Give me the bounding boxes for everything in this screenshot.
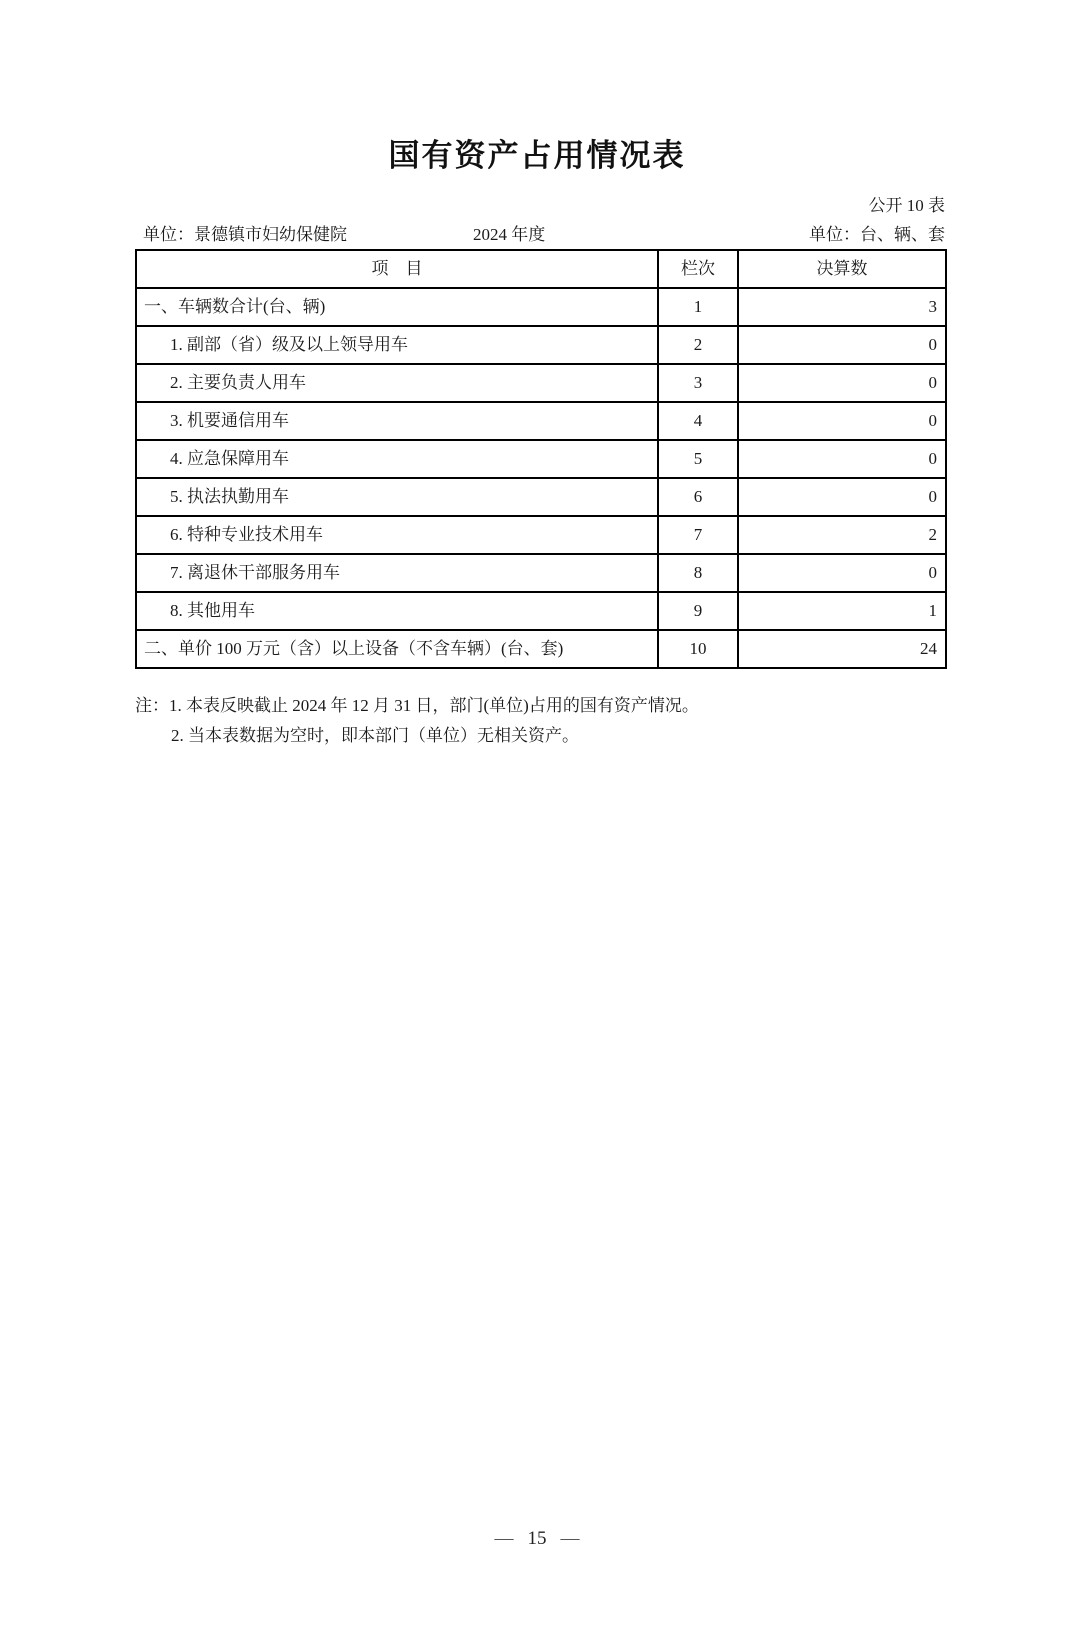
final-amount-cell: 0 [738,478,946,516]
line-number-cell: 6 [658,478,738,516]
item-cell: 4. 应急保障用车 [136,440,658,478]
public-table-label: 公开 10 表 [868,196,945,215]
note-line-1: 注：1. 本表反映截止 2024 年 12 月 31 日，部门(单位)占用的国有资产情况。 [135,696,699,715]
final-amount-cell: 0 [738,402,946,440]
final-amount-cell: 24 [738,630,946,668]
item-cell: 二、单价 100 万元（含）以上设备（不含车辆）(台、套) [136,630,658,668]
header-line-number: 栏次 [658,250,738,288]
item-cell: 7. 离退休干部服务用车 [136,554,658,592]
measure-unit-label: 单位：台、辆、套 [809,225,945,244]
final-amount-cell: 2 [738,516,946,554]
item-cell: 5. 执法执勤用车 [136,478,658,516]
item-cell: 2. 主要负责人用车 [136,364,658,402]
line-number-cell: 5 [658,440,738,478]
footer-left-dash: — [494,1528,514,1549]
table-row [136,440,946,478]
asset-table-body [136,288,946,668]
table-row [136,554,946,592]
item-cell: 3. 机要通信用车 [136,402,658,440]
item-cell: 8. 其他用车 [136,592,658,630]
line-number-cell: 10 [658,630,738,668]
item-cell: 6. 特种专业技术用车 [136,516,658,554]
table-notes [135,691,945,751]
fiscal-year-label: 2024 年度 [473,225,546,244]
unit-info-line [135,220,945,246]
line-number-cell: 1 [658,288,738,326]
line-number-cell: 7 [658,516,738,554]
table-row [136,402,946,440]
final-amount-cell: 0 [738,440,946,478]
table-header-row [136,250,946,288]
table-row [136,592,946,630]
item-cell: 一、车辆数合计(台、辆) [136,288,658,326]
final-amount-cell: 0 [738,364,946,402]
footer-right-dash: — [560,1528,580,1549]
final-amount-cell: 0 [738,554,946,592]
table-row [136,516,946,554]
line-number-cell: 9 [658,592,738,630]
reporting-unit-label: 单位：景德镇市妇幼保健院 [143,225,347,244]
line-number-cell: 3 [658,364,738,402]
document-content [135,191,945,751]
header-item: 项 目 [136,250,658,288]
table-row [136,630,946,668]
asset-occupation-table [135,249,947,669]
note-line-2: 2. 当本表数据为空时，即本部门（单位）无相关资产。 [171,725,579,745]
final-amount-cell: 0 [738,326,946,364]
line-number-cell: 8 [658,554,738,592]
line-number-cell: 4 [658,402,738,440]
item-cell: 1. 副部（省）级及以上领导用车 [136,326,658,364]
page-number: 15 [527,1528,547,1549]
header-final-amount: 决算数 [738,250,946,288]
table-row [136,364,946,402]
page-footer [0,1528,1074,1550]
final-amount-cell: 1 [738,592,946,630]
table-row [136,478,946,516]
final-amount-cell: 3 [738,288,946,326]
line-number-cell: 2 [658,326,738,364]
table-row [136,288,946,326]
page-title: 国有资产占用情况表 [388,138,686,173]
table-row [136,326,946,364]
